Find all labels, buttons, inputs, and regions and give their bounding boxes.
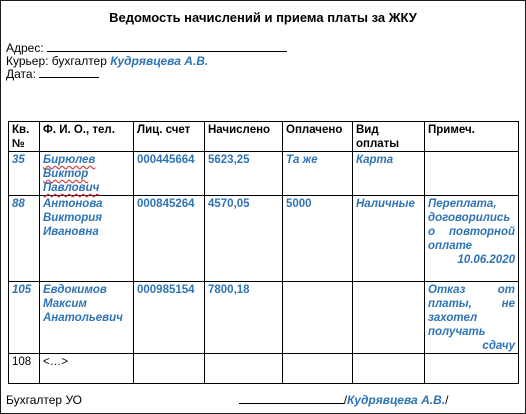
signature-slash-open: / <box>343 393 348 407</box>
col-note: Примеч. <box>425 122 519 152</box>
table-row <box>9 354 519 384</box>
cell-charged: 5623,25 <box>205 152 283 196</box>
courier-label: Курьер: бухгалтер <box>6 54 107 68</box>
date-line <box>6 67 99 81</box>
signature-blank <box>239 393 344 404</box>
cell-charged <box>205 354 283 384</box>
courier-name: Кудрявцева А.В. <box>110 54 209 68</box>
table-row <box>9 152 519 196</box>
cell-payment-type <box>353 282 425 354</box>
col-name: Ф. И. О., тел. <box>40 122 134 152</box>
col-apartment: Кв. № <box>9 122 40 152</box>
table-row <box>9 282 519 354</box>
courier-line <box>6 54 208 68</box>
cell-apartment: 105 <box>9 282 40 354</box>
col-payment-type: Вид оплаты <box>353 122 425 152</box>
cell-payment-type: Карта <box>353 152 425 196</box>
address-blank <box>47 41 287 52</box>
date-blank <box>39 67 99 78</box>
cell-name <box>40 152 134 196</box>
signature-line <box>6 393 521 407</box>
cell-account: 000845264 <box>134 196 205 282</box>
signature-slash-close: / <box>445 393 449 407</box>
cell-note <box>425 152 519 196</box>
cell-name: <…> <box>40 354 134 384</box>
col-charged: Начислено <box>205 122 283 152</box>
document-title: Ведомость начислений и приема платы за ЖКУ <box>109 10 417 25</box>
payments-table <box>8 121 519 384</box>
cell-name: Антонова Виктория Ивановна <box>40 196 134 282</box>
cell-account: 000985154 <box>134 282 205 354</box>
cell-note: Переплата, договорились о повторной оплате 10.06.2020 <box>425 196 519 282</box>
cell-paid <box>283 354 353 384</box>
signature-name: Кудрявцева А.В. <box>347 393 446 407</box>
col-account: Лиц. счет <box>134 122 205 152</box>
cell-apartment: 108 <box>9 354 40 384</box>
cell-charged: 7800,18 <box>205 282 283 354</box>
cell-apartment: 88 <box>9 196 40 282</box>
cell-name: Евдокимов Максим Анатольевич <box>40 282 134 354</box>
table-row <box>9 196 519 282</box>
cell-note <box>425 354 519 384</box>
cell-paid <box>283 282 353 354</box>
cell-apartment: 35 <box>9 152 40 196</box>
address-line <box>6 41 287 55</box>
date-label: Дата: <box>6 67 36 81</box>
cell-note: Отказ от платы, не захотел получать сдачу <box>425 282 519 354</box>
cell-payment-type <box>353 354 425 384</box>
cell-account <box>134 354 205 384</box>
cell-charged: 4570,05 <box>205 196 283 282</box>
cell-paid: Та же <box>283 152 353 196</box>
col-paid: Оплачено <box>283 122 353 152</box>
cell-name-text: Бирюлев Виктор Павлович <box>43 154 100 194</box>
table-header-row <box>9 122 519 152</box>
signature-label: Бухгалтер УО <box>6 393 83 407</box>
address-label: Адрес: <box>6 41 44 55</box>
cell-paid: 5000 <box>283 196 353 282</box>
cell-payment-type: Наличные <box>353 196 425 282</box>
cell-account: 000445664 <box>134 152 205 196</box>
